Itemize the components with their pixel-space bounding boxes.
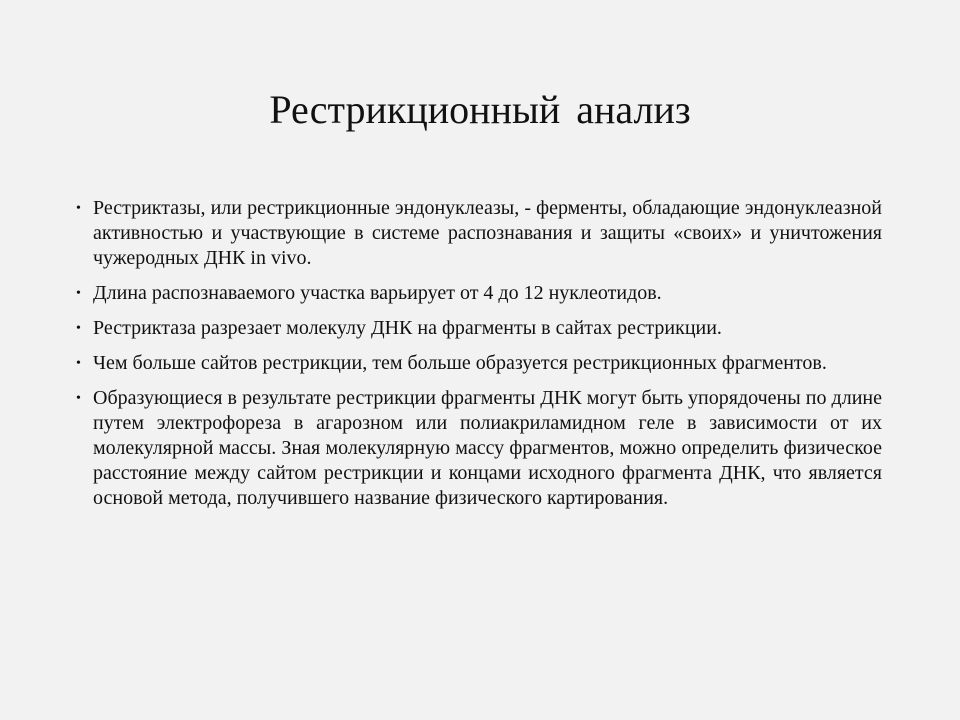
- bullet-item: [76, 281, 882, 306]
- bullet-icon: •: [76, 286, 81, 301]
- bullet-icon: •: [76, 321, 81, 336]
- slide-title: Рестрикционный анализ: [269, 87, 691, 132]
- bullet-icon: •: [76, 201, 81, 216]
- bullet-icon: •: [76, 391, 81, 406]
- bullet-item: [76, 196, 882, 271]
- bullet-text: Длина распознаваемого участка варьирует от 4 до 12 нуклеотидов.: [93, 282, 662, 304]
- bullet-item: [76, 386, 882, 511]
- bullet-text: Чем больше сайтов рестрикции, тем больше образуется рестрикционных фрагментов.: [93, 352, 827, 374]
- bullet-text: Рестриктазы, или рестрикционные эндонуклеазы, - ферменты, обладающие эндонуклеазной активностью и участвующие в системе распознавания и защиты «своих» и уничтожения чужеродных ДНК in vivo.: [93, 197, 882, 269]
- bullet-text: Рестриктаза разрезает молекулу ДНК на фрагменты в сайтах рестрикции.: [93, 317, 722, 339]
- bullet-item: [76, 316, 882, 341]
- bullet-icon: •: [76, 356, 81, 371]
- bullet-item: [76, 351, 882, 376]
- bullet-text: Образующиеся в результате рестрикции фрагменты ДНК могут быть упорядочены по длине путем электрофореза в агарозном или полиакриламидном геле в зависимости от их молекулярной массы. Зная молекулярную массу фрагментов, можно определить физическое расстояние между сайтом рестрикции и концами исходного фрагмента ДНК, что является основой метода, получившего название физического картирования.: [93, 387, 882, 509]
- bullet-list: [76, 196, 882, 521]
